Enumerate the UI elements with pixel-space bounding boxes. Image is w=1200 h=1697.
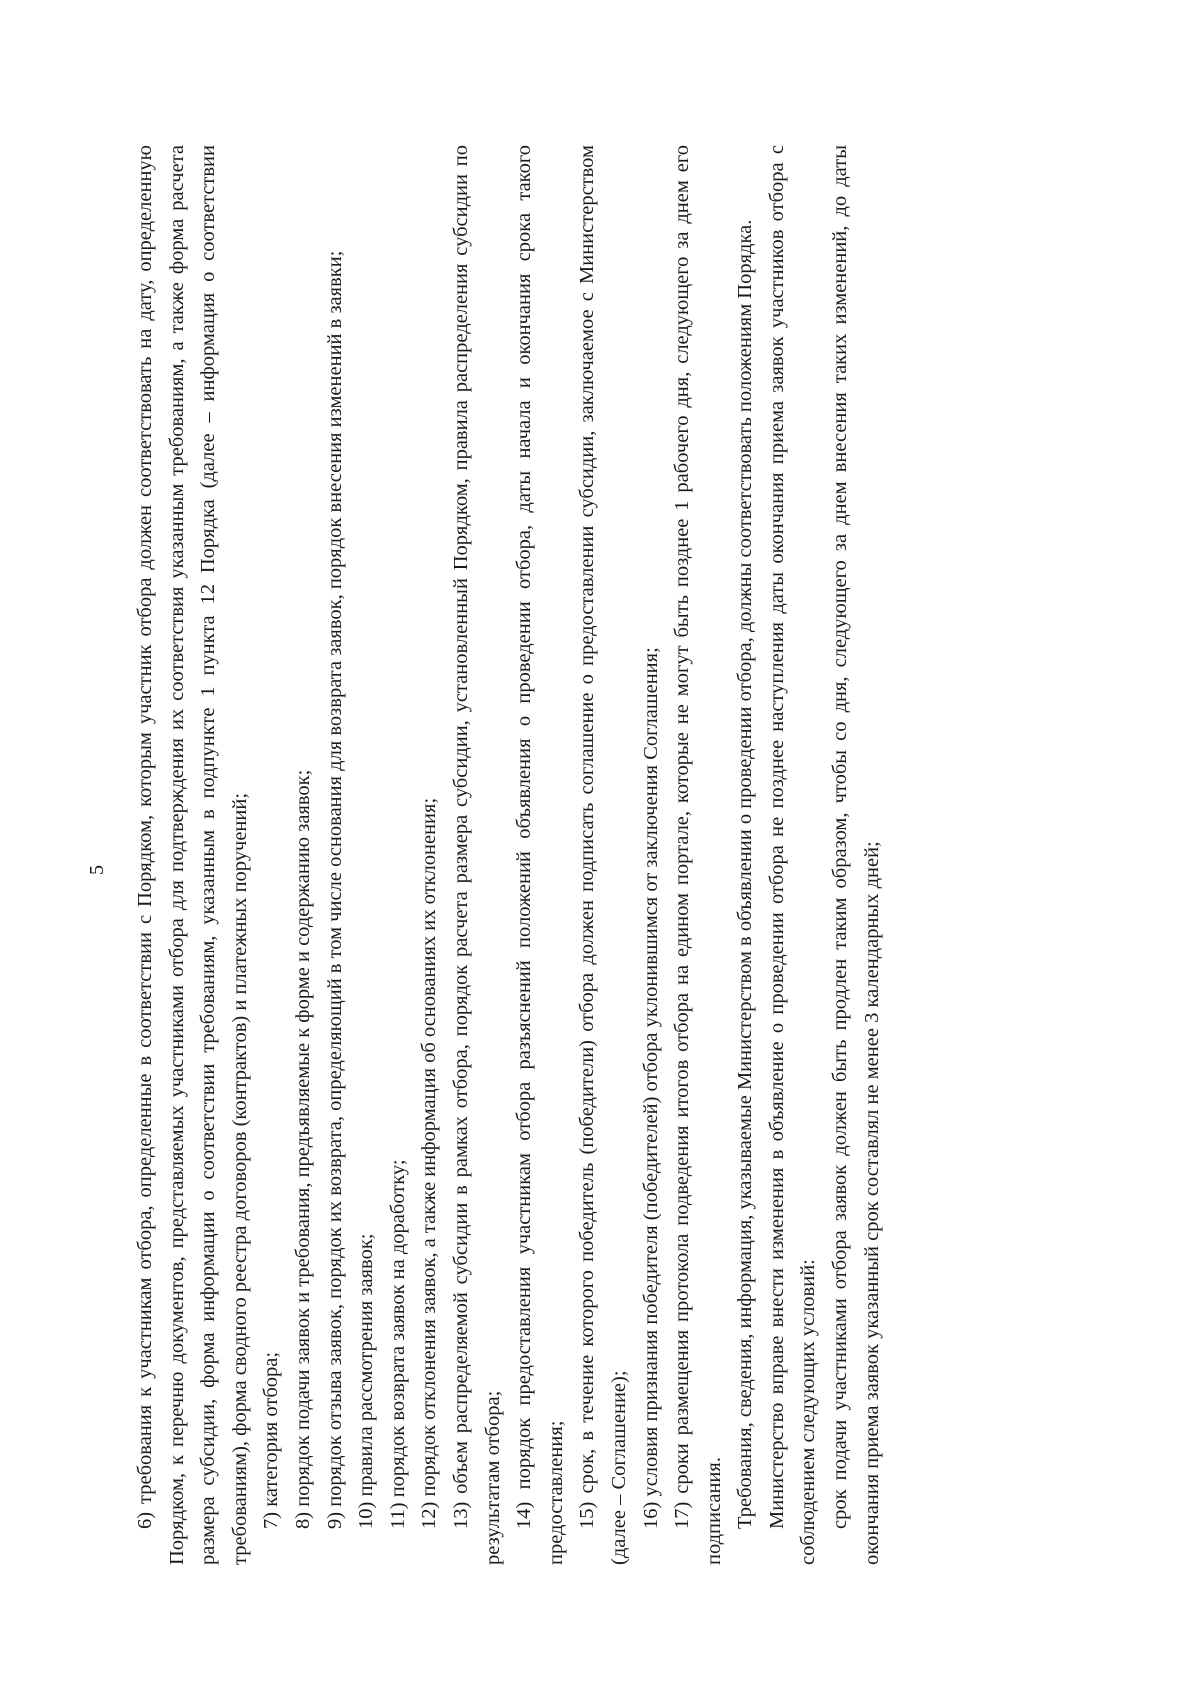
paragraph: 9) порядок отзыва заявок, порядок их возврата, определяющий в том числе основания для возврата заявок, порядок внесения изменений в заявки; <box>323 250 346 1529</box>
paragraph: Министерство вправе внести изменения в объявление о проведении отбора не позднее наступления даты окончания приема заявок участников отбора с соблюдением следующих условий: <box>765 145 820 1565</box>
paragraph: 15) срок, в течение которого победитель (победители) отбора должен подписать соглашение о предоставлении субсидии, заключаемое с Министерством (далее – Соглашение); <box>576 145 630 1565</box>
page-number: 5 <box>86 865 108 875</box>
paragraph: срок подачи участниками отбора заявок должен быть продлен таким образом, чтобы со дня, следующего за днем внесения таких изменений, до даты окончания приема заявок указанный срок составлял не менее 3 календарных дней; <box>829 145 883 1565</box>
paragraph: 6) требования к участникам отбора, определенные в соответствии с Порядком, которым участник отбора должен соответствовать на дату, определенную Порядком, к перечню документов, представляемых участниками отбора для подтверждения их соответствия указанным требованиям, а также форма расчета размера субсидии, форма информации о соответствии требованиям, указанным в подпункте 1 пункта 12 Порядка (далее – информация о соответствии требованиям), форма сводного реестра договоров (контрактов) и платежных поручений; <box>134 145 251 1565</box>
paragraph: 16) условия признания победителя (победителей) отбора уклонившимся от заключения Соглашения; <box>639 647 662 1529</box>
paragraph: 12) порядок отклонения заявок, а также информация об основаниях их отклонения; <box>418 797 441 1529</box>
paragraph: 7) категория отбора; <box>260 1351 283 1529</box>
paragraph: 10) правила рассмотрения заявок; <box>355 1233 378 1529</box>
paragraph: 17) сроки размещения протокола подведения итогов отбора на едином портале, которые не могут быть позднее 1 рабочего дня, следующего за днем его подписания. <box>671 145 725 1565</box>
paragraph: Требования, сведения, информация, указываемые Министерством в объявлении о проведении отбора, должны соответствовать положениям Порядка. <box>734 219 757 1529</box>
paragraph: 8) порядок подачи заявок и требования, предъявляемые к форме и содержанию заявок; <box>291 769 314 1529</box>
paragraph: 14) порядок предоставления участникам отбора разъяснений положений объявления о проведении отбора, даты начала и окончания срока такого предоставления; <box>513 145 567 1565</box>
rotated-text-sheet <box>75 135 1125 1605</box>
paragraph: 13) объем распределяемой субсидии в рамках отбора, порядок расчета размера субсидии, установленный Порядком, правила распределения субсидии по результатам отбора; <box>449 145 504 1565</box>
paragraph: 11) порядок возврата заявок на доработку; <box>386 1159 409 1529</box>
body-text <box>130 145 888 1565</box>
